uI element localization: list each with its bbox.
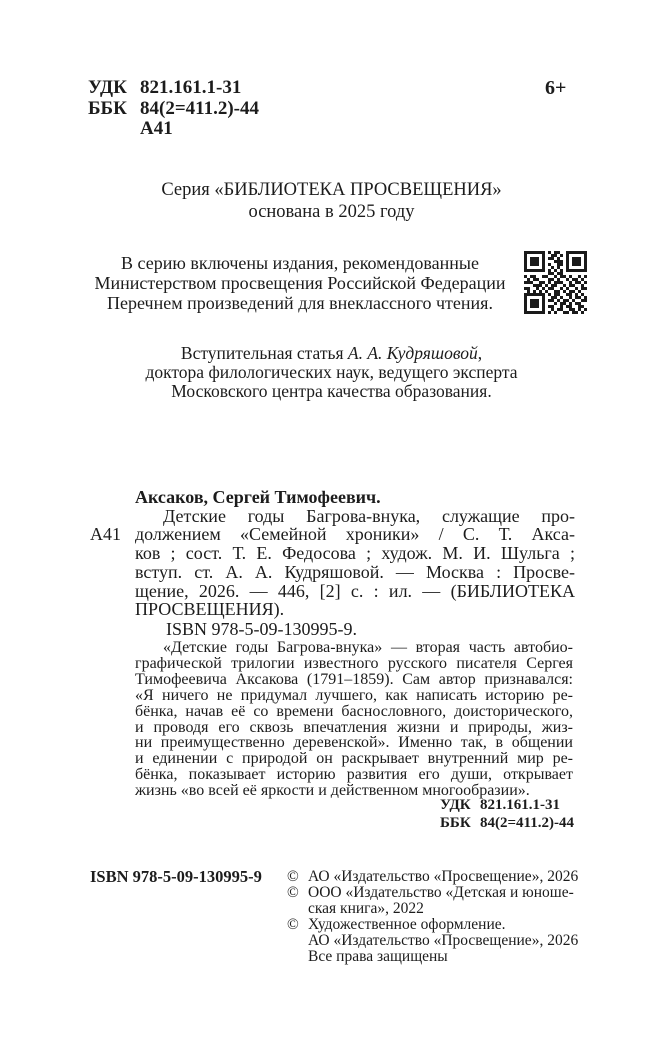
recommendation-line: Министерством просвещения Российской Федерации [94, 273, 506, 294]
bbk-value: 84(2=411.2)-44 [140, 97, 260, 119]
intro-suffix: , [477, 343, 483, 363]
copyright-text [308, 869, 607, 885]
udc-bottom-value: 821.161.1-31 [480, 797, 560, 813]
intro-prefix: Вступительная статья [180, 343, 348, 363]
recommendation-block [88, 253, 512, 314]
intro-line-3: Московского центра качества образования. [171, 381, 492, 402]
copyright-line: АО «Издательство «Просвещение», 2026 [308, 868, 579, 885]
intro-line-1 [88, 344, 575, 363]
series-founded: основана в 2025 году [248, 202, 415, 222]
udc-bbk-block [88, 78, 259, 140]
udc-value: 821.161.1-31 [140, 77, 242, 98]
copyright-line: ская книга», 2022 [308, 900, 424, 917]
qr-code [524, 251, 587, 314]
annotation-line: «Детские годы Багрова-внука» — вторая часть автобио- [163, 639, 573, 656]
biblio-isbn: ISBN 978-5-09-130995-9. [166, 618, 357, 639]
udc-bottom-row [440, 797, 574, 815]
age-rating-badge: 6+ [545, 77, 567, 99]
biblio-line: вступ. ст. А. А. Кудряшовой. — Москва : Просве- [135, 561, 575, 582]
biblio-body [88, 507, 575, 639]
author-sign-value: А41 [140, 118, 173, 139]
annotation-line: «Я ничего не придумал лучшего, как написать историю ре- [135, 686, 573, 704]
biblio-line: должением «Семейной хроники» / С. Т. Акса- [135, 524, 575, 545]
annotation-line: и единении с природой он раскрывает внутренний мир ре- [135, 750, 573, 768]
author-sign-row [88, 119, 259, 140]
copyright-line: АО «Издательство «Просвещение», 2026 [308, 932, 579, 949]
udc-label: УДК [88, 77, 127, 98]
bibliographic-record [88, 488, 575, 639]
annotation-line: жизнь «во всей её яркости и действенном многообразии». [135, 782, 530, 800]
bbk-bottom-row [440, 815, 574, 833]
copyright-icon: © [287, 868, 299, 885]
annotation-line: и проводя его сквозь впечатления жизни и природы, жиз- [135, 718, 573, 736]
book-author: Аксаков, Сергей Тимофеевич. [135, 487, 381, 507]
bbk-row [88, 99, 259, 120]
copyright-item [287, 885, 607, 917]
udc-row [88, 78, 259, 99]
qr-code-svg [524, 251, 587, 314]
intro-article-block [88, 344, 575, 402]
series-title: Серия «БИБЛИОТЕКА ПРОСВЕЩЕНИЯ» [161, 180, 502, 200]
intro-line-2: доктора филологических наук, ведущего эксперта [145, 362, 518, 383]
annotation-block [135, 640, 573, 799]
annotation-line: ни преимущественно деревенской». Именно так, в общении [135, 734, 573, 752]
copyright-line: Художественное оформление. [308, 916, 506, 933]
bbk-bottom-label: ББК [440, 814, 471, 831]
copyright-text [308, 885, 607, 917]
author-sign-label [88, 119, 140, 140]
biblio-line: ПРОСВЕЩЕНИЯ). [135, 599, 285, 620]
annotation-line: Тимофеевича Аксакова (1791–1859). Сам автор признавался: [135, 670, 573, 688]
copyright-text [308, 917, 607, 965]
author-sign-margin: А41 [90, 524, 121, 545]
recommendation-line: Перечнем произведений для внеклассного чтения. [107, 293, 493, 314]
intro-author-name: А. А. Кудряшовой [347, 343, 478, 363]
recommendation-line: В серию включены издания, рекомендованные [121, 253, 479, 273]
footer-isbn: ISBN 978-5-09-130995-9 [90, 867, 262, 886]
copyright-line: ООО «Издательство «Детская и юноше- [308, 884, 574, 901]
copyright-line: Все права защищены [308, 948, 448, 965]
annotation-line: графической трилогии известного русского писателя Сергея [135, 654, 573, 672]
copyright-icon: © [287, 916, 299, 933]
bbk-label: ББК [88, 97, 127, 119]
biblio-line: щение, 2026. — 446, [2] с. : ил. — (БИБЛИОТЕКА [135, 580, 575, 601]
copyright-item [287, 917, 607, 965]
annotation-line: бёнка, показывает историю развития его души, открывает [135, 766, 573, 784]
copyright-item [287, 869, 607, 885]
udc-bbk-bottom-block [440, 797, 574, 832]
bbk-bottom-value: 84(2=411.2)-44 [480, 814, 574, 831]
copyright-block [287, 869, 607, 965]
annotation-line: бёнка, начав её со времени баснословного, доисторического, [135, 702, 573, 720]
series-block [88, 179, 575, 223]
copyright-icon: © [287, 884, 299, 901]
biblio-line: Детские годы Багрова-внука, служащие про- [163, 505, 575, 526]
udc-bottom-label: УДК [440, 797, 471, 813]
biblio-line: ков ; сост. Т. Е. Федосова ; худож. М. И. Шульга ; [135, 543, 575, 564]
